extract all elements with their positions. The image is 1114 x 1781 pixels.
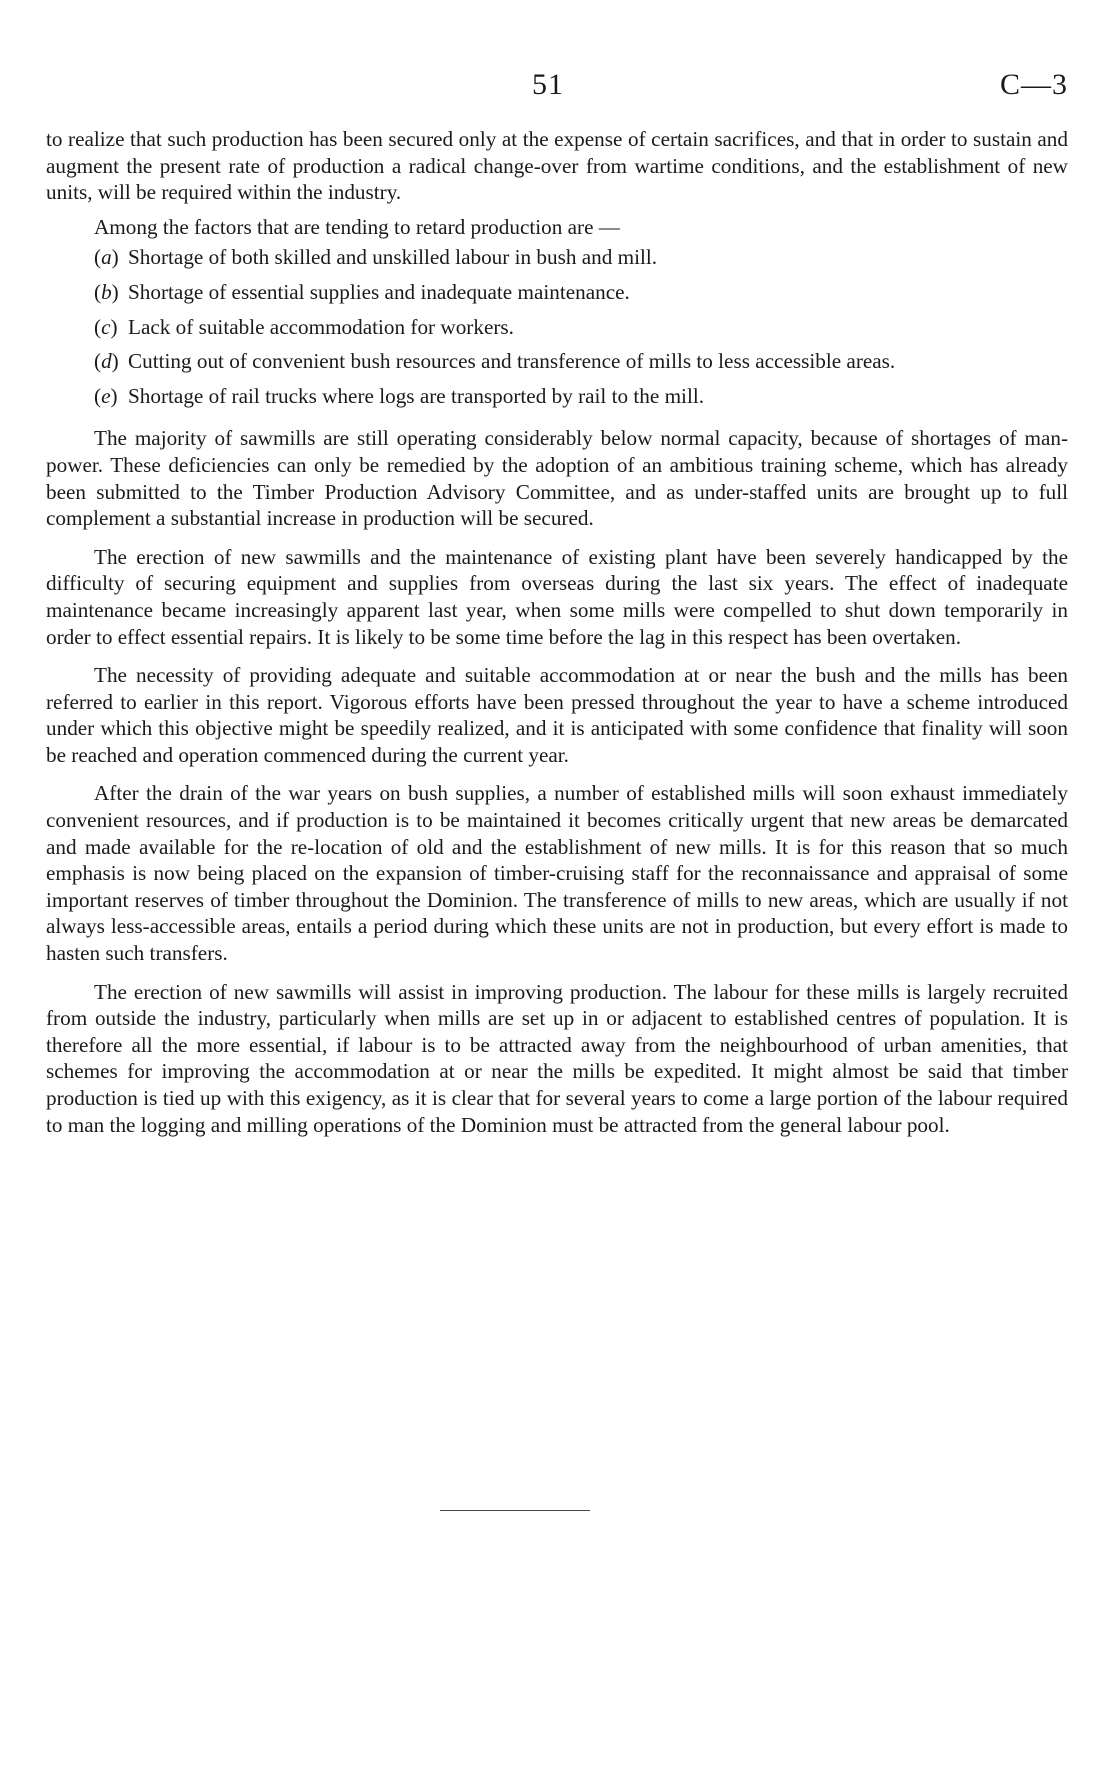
- list-marker: (b): [94, 279, 119, 304]
- document-reference: C—3: [999, 68, 1068, 101]
- body-text: [46, 126, 1068, 1138]
- list-item-text: Shortage of rail trucks where logs are transported by rail to the mill.: [128, 383, 705, 408]
- factors-lead: Among the factors that are tending to retard production are —: [94, 214, 620, 239]
- paragraph-new-sawmills: The erection of new sawmills will assist in improving production. The labour for these mills is largely recruited from outside the industry, particularly when mills are set up in or adjacent to established centres of population. It is therefore all the more essential, if labour is to be attracted away from the neighbourhood of urban amenities, that schemes for improving the accommodation at or near the mills be expedited. It might almost be said that timber production is tied up with this exigency, as it is clear that for several years to come a large portion of the labour required to man the logging and milling operations of the Dominion must be attracted from the general labour pool.: [46, 979, 1068, 1137]
- paragraph-accommodation: The necessity of providing adequate and suitable accommodation at or near the bush and the mills has been referred to earlier in this report. Vigorous efforts have been pressed throughout the year to have a scheme introduced under which this objective might be speedily realized, and it is anticipated with some confidence that finality will soon be reached and operation commenced during the current year.: [46, 663, 1068, 767]
- list-item: [46, 244, 1068, 271]
- list-marker: (a): [94, 245, 119, 270]
- factors-list: [46, 244, 1068, 409]
- list-item: [46, 314, 1068, 341]
- list-marker: (e): [94, 383, 118, 408]
- list-item-text: Shortage of essential supplies and inadequate maintenance.: [128, 279, 630, 304]
- list-item-text: Cutting out of convenient bush resources and transference of mills to less accessible areas.: [128, 349, 896, 374]
- list-marker: (d): [94, 349, 119, 374]
- list-item-text: Shortage of both skilled and unskilled labour in bush and mill.: [128, 245, 658, 270]
- paragraph-bush-supplies: After the drain of the war years on bush supplies, a number of established mills will soon exhaust immediately convenient resources, and if production is to be maintained it becomes critically urgent that new areas be demarcated and made available for the re-location of old and the establishment of new mills. It is for this reason that so much emphasis is now being placed on the expansion of timber-cruising staff for the reconnaissance and appraisal of some important reserves of timber throughout the Dominion. The transference of mills to new areas, which are usually if not always less-accessible areas, entails a period during which these units are not in production, but every effort is made to hasten such transfers.: [46, 781, 1068, 966]
- paragraph-equipment: The erection of new sawmills and the maintenance of existing plant have been severely handicapped by the difficulty of securing equipment and supplies from overseas during the last six years. The effect of inadequate maintenance became increasingly apparent last year, when some mills were compelled to shut down temporarily in order to effect essential repairs. It is likely to be some time before the lag in this respect has been overtaken.: [46, 544, 1068, 649]
- list-item: [46, 383, 1068, 410]
- paragraph-manpower: The majority of sawmills are still operating considerably below normal capacity, because of shortages of man-power. These deficiencies can only be remedied by the adoption of an ambitious training scheme, which has already been submitted to the Timber Production Advisory Committee, and as under-staffed units are brought up to full complement a substantial increase in production will be secured.: [46, 426, 1068, 531]
- intro-paragraph: to realize that such production has been secured only at the expense of certain sacrifices, and that in order to sustain and augment the present rate of production a radical change-over from wartime conditions, and the establishment of new units, will be required within the industry.: [46, 127, 1068, 205]
- list-item: [46, 279, 1068, 306]
- list-item: [46, 348, 1068, 375]
- page-header: [0, 68, 1114, 108]
- closing-rule: [440, 1510, 590, 1511]
- list-item-text: Lack of suitable accommodation for workers.: [128, 314, 514, 339]
- list-marker: (c): [94, 314, 118, 339]
- page-number: 51: [532, 68, 564, 101]
